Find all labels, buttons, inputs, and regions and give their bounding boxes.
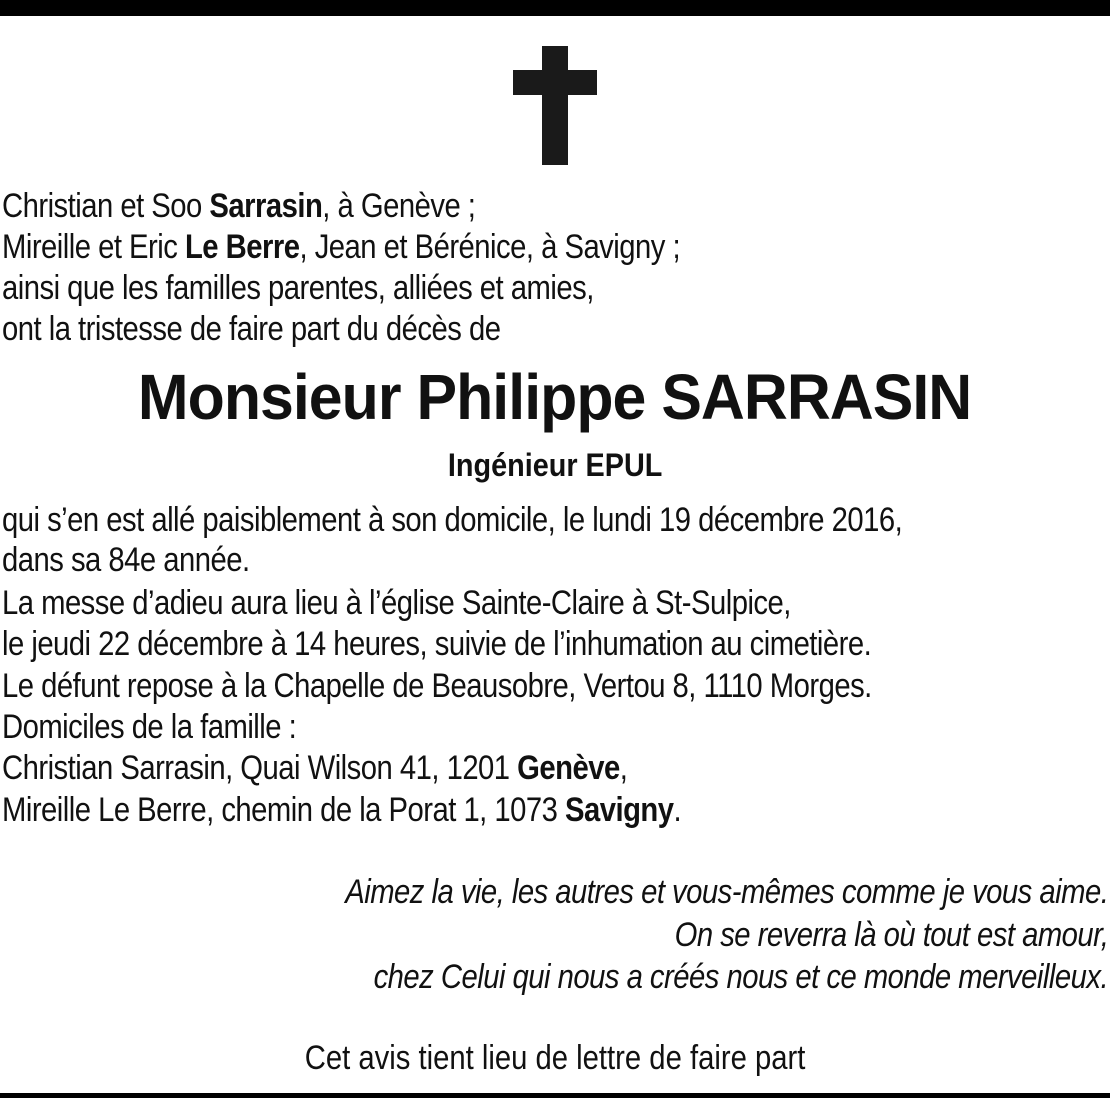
announcer-line-3: ainsi que les familles parentes, alliées et amies, [2,269,594,307]
quote-line-3: chez Celui qui nous a créés nous et ce monde merveilleux. [373,958,1108,996]
address-line-1: Christian Sarrasin, Quai Wilson 41, 1201 Genève, [2,749,628,787]
deceased-name: Monsieur Philippe SARRASIN [138,361,972,433]
body-line-5: Le défunt repose à la Chapelle de Beausobre, Vertou 8, 1110 Morges. [2,667,872,705]
body-line-3: La messe d’adieu aura lieu à l’église Sainte-Claire à St-Sulpice, [2,584,791,622]
announcer-surname-le-berre: Le Berre [184,228,300,266]
announcer-line-2: Mireille et Eric Le Berre, Jean et Bérénice, à Savigny ; [2,228,681,266]
address-city-geneve: Genève [517,749,620,787]
bottom-border-rule [0,1093,1110,1098]
announcer-line-1: Christian et Soo Sarrasin, à Genève ; [2,187,476,225]
cross-icon [513,46,597,165]
body-line-2: dans sa 84e année. [2,541,250,579]
body-line-1: qui s’en est allé paisiblement à son domicile, le lundi 19 décembre 2016, [2,501,903,539]
body-line-4: le jeudi 22 décembre à 14 heures, suivie de l’inhumation au cimetière. [2,625,872,663]
notice-text: Cet avis tient lieu de lettre de faire part [304,1039,806,1077]
announcer-surname-sarrasin: Sarrasin [209,187,323,225]
quote-line-1: Aimez la vie, les autres et vous-mêmes comme je vous aime. [344,873,1108,911]
top-border-rule [0,0,1110,16]
address-city-savigny: Savigny [565,791,674,829]
deceased-title: Ingénieur EPUL [447,447,663,483]
body-line-6: Domiciles de la famille : [2,708,297,746]
address-line-2: Mireille Le Berre, chemin de la Porat 1, 1073 Savigny. [2,791,682,829]
quote-line-2: On se reverra là où tout est amour, [674,916,1108,954]
announcer-line-4: ont la tristesse de faire part du décès de [2,310,501,348]
